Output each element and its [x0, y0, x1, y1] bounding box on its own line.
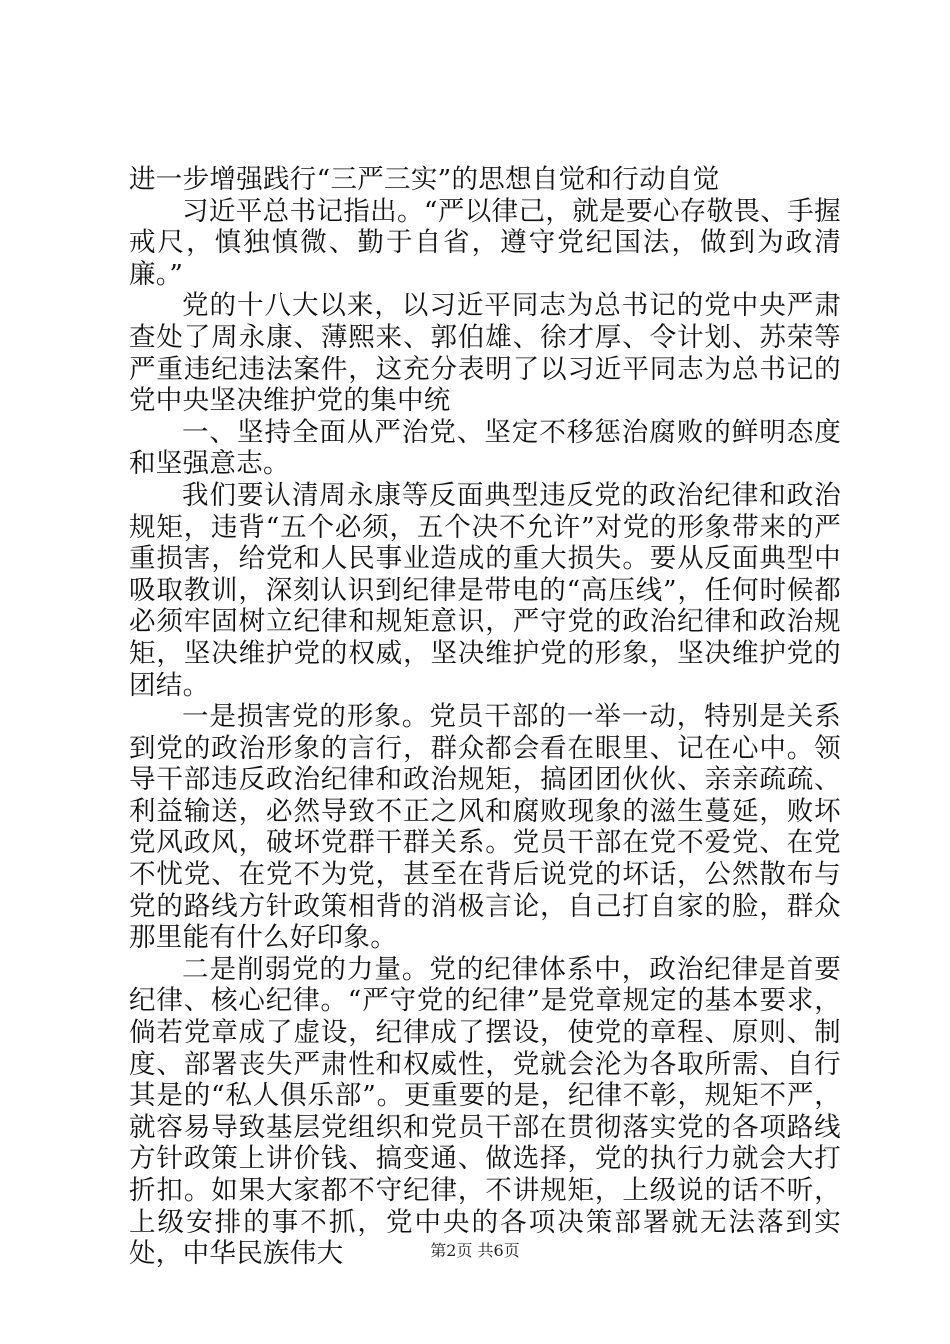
paragraph-weaken-strength: 二是削弱党的力量。党的纪律体系中，政治纪律是首要纪律、核心纪律。“严守党的纪律”是党章规定的基本要求，倘若党章成了虚设，纪律成了摆设，使党的章程、原则、制度、部署丧失严肃性和权威性，党就会沦为各取所需、自行其是的“私人俱乐部”。更重要的是，纪律不彰，规矩不严，就容易导致基层党组织和党员干部在贯彻落实党的各项路线方针政策上讲价钱、搞变通、做选择，党的执行力就会大打折扣。如果大家都不守纪律，不讲规矩，上级说的话不听，上级安排的事不抓，党中央的各项决策部署就无法落到实处，中华民族伟大 [129, 953, 841, 1270]
document-body [129, 164, 841, 1270]
heading-line: 进一步增强践行“三严三实”的思想自觉和行动自觉 [129, 164, 720, 195]
section-heading-1: 一、坚持全面从严治党、坚定不移惩治腐败的鲜明态度和坚强意志。 [129, 416, 841, 480]
page-number-footer: 第2页 共6页 [430, 1241, 520, 1260]
paragraph-quote: 习近平总书记指出。“严以律己，就是要心存敬畏、手握戒尺，慎独慎微、勤于自省，遵守党纪国法，做到为政清廉。” [129, 195, 841, 290]
paragraph-image-damage: 一是损害党的形象。党员干部的一举一动，特别是关系到党的政治形象的言行，群众都会看在眼里、记在心中。领导干部违反政治纪律和政治规矩，搞团团伙伙、亲亲疏疏、利益输送，必然导致不正之风和腐败现象的滋生蔓延，败坏党风政风，破坏党群干群关系。党员干部在党不爱党、在党不忧党、在党不为党，甚至在背后说党的坏话，公然散布与党的路线方针政策相背的消极言论，自己打自家的脸，群众那里能有什么好印象。 [129, 701, 841, 954]
paragraph-lessons: 我们要认清周永康等反面典型违反党的政治纪律和政治规矩，违背“五个必须，五个决不允许”对党的形象带来的严重损害，给党和人民事业造成的重大损失。要从反面典型中吸取教训，深刻认识到纪律是带电的“高压线”，任何时候都必须牢固树立纪律和规矩意识，严守党的政治纪律和政治规矩，坚决维护党的权威，坚决维护党的形象，坚决维护党的团结。 [129, 479, 841, 701]
paragraph-cases: 党的十八大以来，以习近平同志为总书记的党中央严肃查处了周永康、薄熙来、郭伯雄、徐才厚、令计划、苏荣等严重违纪违法案件，这充分表明了以习近平同志为总书记的党中央坚决维护党的集中统 [129, 290, 841, 417]
